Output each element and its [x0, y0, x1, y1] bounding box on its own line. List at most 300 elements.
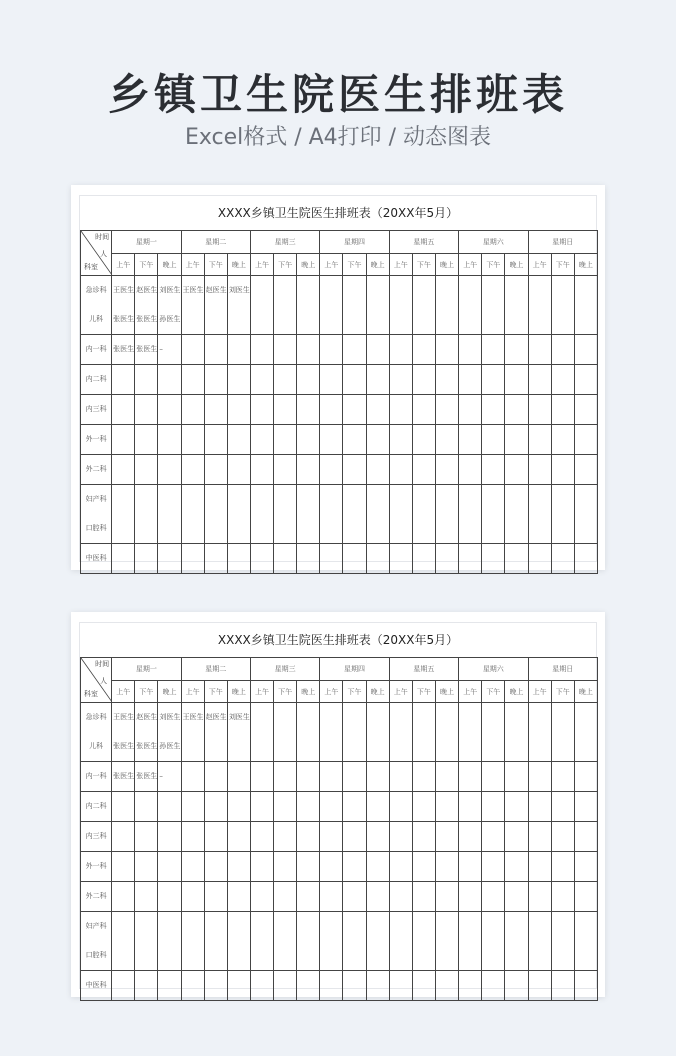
schedule-cell[interactable]	[528, 425, 551, 455]
schedule-cell[interactable]	[435, 425, 458, 455]
schedule-cell[interactable]	[112, 852, 135, 882]
schedule-cell[interactable]	[574, 335, 597, 365]
schedule-cell[interactable]	[412, 455, 435, 485]
schedule-cell[interactable]	[528, 703, 551, 762]
schedule-cell[interactable]	[389, 912, 412, 971]
schedule-cell[interactable]	[366, 703, 389, 762]
schedule-cell[interactable]	[181, 703, 204, 762]
schedule-cell[interactable]	[551, 912, 574, 971]
schedule-cell[interactable]	[412, 335, 435, 365]
schedule-cell[interactable]	[343, 395, 366, 425]
schedule-cell[interactable]	[297, 882, 320, 912]
schedule-cell[interactable]	[158, 822, 181, 852]
schedule-cell[interactable]	[158, 276, 181, 335]
schedule-cell[interactable]	[412, 882, 435, 912]
schedule-cell[interactable]	[320, 912, 343, 971]
schedule-cell[interactable]	[320, 395, 343, 425]
schedule-cell[interactable]	[274, 762, 297, 792]
schedule-cell[interactable]	[343, 822, 366, 852]
schedule-cell[interactable]	[528, 852, 551, 882]
schedule-cell[interactable]	[158, 703, 181, 762]
schedule-cell[interactable]	[528, 882, 551, 912]
schedule-cell[interactable]	[135, 485, 158, 544]
schedule-cell[interactable]	[482, 703, 505, 762]
schedule-cell[interactable]	[181, 852, 204, 882]
schedule-cell[interactable]	[135, 335, 158, 365]
schedule-cell[interactable]	[551, 276, 574, 335]
schedule-cell[interactable]	[158, 762, 181, 792]
schedule-cell[interactable]	[343, 852, 366, 882]
schedule-cell[interactable]	[366, 365, 389, 395]
schedule-cell[interactable]	[366, 762, 389, 792]
schedule-cell[interactable]	[482, 425, 505, 455]
schedule-cell[interactable]	[227, 762, 250, 792]
schedule-cell[interactable]	[135, 455, 158, 485]
schedule-cell[interactable]	[181, 395, 204, 425]
schedule-cell[interactable]	[459, 971, 482, 1001]
schedule-cell[interactable]	[574, 395, 597, 425]
schedule-cell[interactable]	[112, 365, 135, 395]
schedule-cell[interactable]	[112, 882, 135, 912]
schedule-cell[interactable]	[112, 762, 135, 792]
schedule-cell[interactable]	[320, 762, 343, 792]
schedule-cell[interactable]	[551, 822, 574, 852]
schedule-cell[interactable]	[181, 425, 204, 455]
schedule-cell[interactable]	[320, 852, 343, 882]
schedule-cell[interactable]	[158, 395, 181, 425]
schedule-cell[interactable]	[181, 912, 204, 971]
schedule-cell[interactable]	[389, 365, 412, 395]
schedule-cell[interactable]	[366, 912, 389, 971]
schedule-cell[interactable]	[435, 703, 458, 762]
schedule-cell[interactable]	[204, 395, 227, 425]
schedule-cell[interactable]	[274, 335, 297, 365]
schedule-cell[interactable]	[505, 455, 528, 485]
schedule-cell[interactable]	[112, 912, 135, 971]
schedule-cell[interactable]	[320, 455, 343, 485]
schedule-cell[interactable]	[158, 365, 181, 395]
schedule-cell[interactable]	[297, 703, 320, 762]
schedule-cell[interactable]	[204, 365, 227, 395]
schedule-cell[interactable]	[297, 971, 320, 1001]
schedule-cell[interactable]	[459, 365, 482, 395]
schedule-cell[interactable]	[181, 544, 204, 574]
schedule-cell[interactable]	[551, 544, 574, 574]
schedule-cell[interactable]	[204, 425, 227, 455]
schedule-cell[interactable]	[435, 544, 458, 574]
schedule-cell[interactable]	[320, 365, 343, 395]
schedule-cell[interactable]	[181, 455, 204, 485]
schedule-cell[interactable]	[366, 792, 389, 822]
schedule-cell[interactable]	[412, 912, 435, 971]
schedule-cell[interactable]	[505, 822, 528, 852]
schedule-cell[interactable]	[435, 792, 458, 822]
schedule-cell[interactable]	[366, 485, 389, 544]
schedule-cell[interactable]	[528, 485, 551, 544]
schedule-cell[interactable]	[412, 485, 435, 544]
schedule-cell[interactable]	[551, 852, 574, 882]
schedule-cell[interactable]	[482, 882, 505, 912]
schedule-cell[interactable]	[297, 335, 320, 365]
schedule-cell[interactable]	[412, 276, 435, 335]
schedule-cell[interactable]	[505, 276, 528, 335]
schedule-cell[interactable]	[274, 912, 297, 971]
schedule-cell[interactable]	[135, 852, 158, 882]
schedule-cell[interactable]	[482, 455, 505, 485]
schedule-cell[interactable]	[297, 276, 320, 335]
schedule-cell[interactable]	[528, 544, 551, 574]
schedule-cell[interactable]	[204, 335, 227, 365]
schedule-cell[interactable]	[459, 395, 482, 425]
schedule-cell[interactable]	[158, 912, 181, 971]
schedule-cell[interactable]	[574, 912, 597, 971]
schedule-cell[interactable]	[274, 822, 297, 852]
schedule-cell[interactable]	[227, 912, 250, 971]
schedule-cell[interactable]	[320, 971, 343, 1001]
schedule-cell[interactable]	[343, 792, 366, 822]
schedule-cell[interactable]	[320, 792, 343, 822]
schedule-cell[interactable]	[551, 792, 574, 822]
schedule-cell[interactable]	[435, 485, 458, 544]
schedule-cell[interactable]	[227, 365, 250, 395]
schedule-cell[interactable]	[158, 485, 181, 544]
schedule-cell[interactable]	[250, 365, 273, 395]
schedule-cell[interactable]	[505, 703, 528, 762]
schedule-cell[interactable]	[250, 882, 273, 912]
schedule-cell[interactable]	[505, 544, 528, 574]
schedule-cell[interactable]	[574, 544, 597, 574]
schedule-cell[interactable]	[250, 485, 273, 544]
schedule-cell[interactable]	[320, 485, 343, 544]
schedule-cell[interactable]	[435, 365, 458, 395]
schedule-cell[interactable]	[297, 395, 320, 425]
schedule-cell[interactable]	[158, 971, 181, 1001]
schedule-cell[interactable]	[574, 425, 597, 455]
schedule-cell[interactable]	[551, 425, 574, 455]
schedule-cell[interactable]	[227, 485, 250, 544]
schedule-cell[interactable]	[227, 822, 250, 852]
schedule-cell[interactable]	[412, 762, 435, 792]
schedule-cell[interactable]	[435, 762, 458, 792]
schedule-cell[interactable]	[459, 912, 482, 971]
schedule-cell[interactable]	[574, 882, 597, 912]
schedule-cell[interactable]	[435, 882, 458, 912]
schedule-cell[interactable]	[366, 425, 389, 455]
schedule-cell[interactable]	[343, 365, 366, 395]
schedule-cell[interactable]	[482, 822, 505, 852]
schedule-cell[interactable]	[274, 485, 297, 544]
schedule-cell[interactable]	[574, 455, 597, 485]
schedule-cell[interactable]	[389, 852, 412, 882]
schedule-cell[interactable]	[482, 971, 505, 1001]
schedule-cell[interactable]	[297, 852, 320, 882]
schedule-cell[interactable]	[158, 882, 181, 912]
schedule-cell[interactable]	[482, 276, 505, 335]
schedule-cell[interactable]	[435, 276, 458, 335]
schedule-cell[interactable]	[482, 335, 505, 365]
schedule-cell[interactable]	[528, 912, 551, 971]
schedule-cell[interactable]	[250, 822, 273, 852]
schedule-cell[interactable]	[227, 455, 250, 485]
schedule-cell[interactable]	[181, 762, 204, 792]
schedule-cell[interactable]	[528, 395, 551, 425]
schedule-cell[interactable]	[551, 762, 574, 792]
schedule-cell[interactable]	[227, 852, 250, 882]
schedule-cell[interactable]	[482, 365, 505, 395]
schedule-cell[interactable]	[274, 365, 297, 395]
schedule-cell[interactable]	[297, 425, 320, 455]
schedule-cell[interactable]	[389, 822, 412, 852]
schedule-cell[interactable]	[274, 544, 297, 574]
schedule-cell[interactable]	[389, 335, 412, 365]
schedule-cell[interactable]	[112, 971, 135, 1001]
schedule-cell[interactable]	[482, 544, 505, 574]
schedule-cell[interactable]	[412, 425, 435, 455]
schedule-cell[interactable]	[435, 455, 458, 485]
schedule-cell[interactable]	[528, 276, 551, 335]
schedule-cell[interactable]	[366, 335, 389, 365]
schedule-cell[interactable]	[505, 365, 528, 395]
schedule-cell[interactable]	[412, 852, 435, 882]
schedule-cell[interactable]	[574, 365, 597, 395]
schedule-cell[interactable]	[389, 544, 412, 574]
schedule-cell[interactable]	[459, 792, 482, 822]
schedule-cell[interactable]	[343, 912, 366, 971]
schedule-cell[interactable]	[227, 544, 250, 574]
schedule-cell[interactable]	[459, 852, 482, 882]
schedule-cell[interactable]	[389, 703, 412, 762]
schedule-cell[interactable]	[505, 485, 528, 544]
schedule-cell[interactable]	[274, 792, 297, 822]
schedule-cell[interactable]	[274, 703, 297, 762]
schedule-cell[interactable]	[227, 395, 250, 425]
schedule-cell[interactable]	[459, 335, 482, 365]
schedule-cell[interactable]	[551, 335, 574, 365]
schedule-cell[interactable]	[274, 971, 297, 1001]
schedule-cell[interactable]	[366, 395, 389, 425]
schedule-cell[interactable]	[343, 425, 366, 455]
schedule-cell[interactable]	[528, 335, 551, 365]
schedule-cell[interactable]	[482, 792, 505, 822]
schedule-cell[interactable]	[435, 335, 458, 365]
schedule-cell[interactable]	[389, 276, 412, 335]
schedule-cell[interactable]	[505, 335, 528, 365]
schedule-cell[interactable]	[459, 276, 482, 335]
schedule-cell[interactable]	[482, 762, 505, 792]
schedule-cell[interactable]	[574, 762, 597, 792]
schedule-cell[interactable]	[112, 822, 135, 852]
schedule-cell[interactable]	[250, 703, 273, 762]
schedule-cell[interactable]	[343, 544, 366, 574]
schedule-cell[interactable]	[204, 455, 227, 485]
schedule-cell[interactable]	[297, 455, 320, 485]
schedule-cell[interactable]	[297, 912, 320, 971]
schedule-cell[interactable]	[389, 882, 412, 912]
schedule-cell[interactable]	[389, 971, 412, 1001]
schedule-cell[interactable]	[204, 822, 227, 852]
schedule-cell[interactable]	[574, 971, 597, 1001]
schedule-cell[interactable]	[181, 365, 204, 395]
schedule-cell[interactable]	[343, 882, 366, 912]
schedule-cell[interactable]	[158, 455, 181, 485]
schedule-cell[interactable]	[135, 395, 158, 425]
schedule-cell[interactable]	[343, 335, 366, 365]
schedule-cell[interactable]	[227, 882, 250, 912]
schedule-cell[interactable]	[482, 852, 505, 882]
schedule-cell[interactable]	[505, 852, 528, 882]
schedule-cell[interactable]	[412, 822, 435, 852]
schedule-cell[interactable]	[505, 912, 528, 971]
schedule-cell[interactable]	[366, 822, 389, 852]
schedule-cell[interactable]	[274, 852, 297, 882]
schedule-cell[interactable]	[482, 912, 505, 971]
schedule-cell[interactable]	[459, 882, 482, 912]
schedule-cell[interactable]	[181, 792, 204, 822]
schedule-cell[interactable]	[274, 455, 297, 485]
schedule-cell[interactable]	[227, 335, 250, 365]
schedule-cell[interactable]	[181, 485, 204, 544]
schedule-cell[interactable]	[112, 544, 135, 574]
schedule-cell[interactable]	[250, 425, 273, 455]
schedule-cell[interactable]	[528, 971, 551, 1001]
schedule-cell[interactable]	[389, 485, 412, 544]
schedule-cell[interactable]	[250, 852, 273, 882]
schedule-cell[interactable]	[389, 425, 412, 455]
schedule-cell[interactable]	[459, 455, 482, 485]
schedule-cell[interactable]	[528, 792, 551, 822]
schedule-cell[interactable]	[459, 703, 482, 762]
schedule-cell[interactable]	[204, 276, 227, 335]
schedule-cell[interactable]	[112, 455, 135, 485]
schedule-cell[interactable]	[412, 544, 435, 574]
schedule-cell[interactable]	[528, 822, 551, 852]
schedule-cell[interactable]	[366, 971, 389, 1001]
schedule-cell[interactable]	[227, 425, 250, 455]
schedule-cell[interactable]	[343, 971, 366, 1001]
schedule-cell[interactable]	[181, 276, 204, 335]
schedule-cell[interactable]	[320, 703, 343, 762]
schedule-cell[interactable]	[204, 544, 227, 574]
schedule-cell[interactable]	[435, 971, 458, 1001]
schedule-cell[interactable]	[389, 762, 412, 792]
schedule-cell[interactable]	[320, 335, 343, 365]
schedule-cell[interactable]	[528, 455, 551, 485]
schedule-cell[interactable]	[435, 822, 458, 852]
schedule-cell[interactable]	[505, 971, 528, 1001]
schedule-cell[interactable]	[227, 703, 250, 762]
schedule-cell[interactable]	[204, 882, 227, 912]
schedule-cell[interactable]	[343, 762, 366, 792]
schedule-cell[interactable]	[297, 762, 320, 792]
schedule-cell[interactable]	[435, 852, 458, 882]
schedule-cell[interactable]	[551, 455, 574, 485]
schedule-cell[interactable]	[158, 792, 181, 822]
schedule-cell[interactable]	[204, 703, 227, 762]
schedule-cell[interactable]	[204, 792, 227, 822]
schedule-cell[interactable]	[227, 971, 250, 1001]
schedule-cell[interactable]	[204, 852, 227, 882]
schedule-cell[interactable]	[135, 882, 158, 912]
schedule-cell[interactable]	[435, 912, 458, 971]
schedule-cell[interactable]	[204, 485, 227, 544]
schedule-cell[interactable]	[112, 335, 135, 365]
schedule-cell[interactable]	[158, 425, 181, 455]
schedule-cell[interactable]	[366, 276, 389, 335]
schedule-cell[interactable]	[135, 365, 158, 395]
schedule-cell[interactable]	[250, 792, 273, 822]
schedule-cell[interactable]	[435, 395, 458, 425]
schedule-cell[interactable]	[227, 276, 250, 335]
schedule-cell[interactable]	[158, 852, 181, 882]
schedule-cell[interactable]	[551, 971, 574, 1001]
schedule-cell[interactable]	[112, 395, 135, 425]
schedule-cell[interactable]	[250, 762, 273, 792]
schedule-cell[interactable]	[135, 703, 158, 762]
schedule-cell[interactable]	[297, 822, 320, 852]
schedule-cell[interactable]	[250, 971, 273, 1001]
schedule-cell[interactable]	[135, 971, 158, 1001]
schedule-cell[interactable]	[482, 485, 505, 544]
schedule-cell[interactable]	[250, 544, 273, 574]
schedule-cell[interactable]	[297, 365, 320, 395]
schedule-cell[interactable]	[158, 544, 181, 574]
schedule-cell[interactable]	[320, 276, 343, 335]
schedule-cell[interactable]	[204, 971, 227, 1001]
schedule-cell[interactable]	[574, 485, 597, 544]
schedule-cell[interactable]	[505, 792, 528, 822]
schedule-cell[interactable]	[412, 365, 435, 395]
schedule-cell[interactable]	[366, 455, 389, 485]
schedule-cell[interactable]	[551, 882, 574, 912]
schedule-cell[interactable]	[204, 762, 227, 792]
schedule-cell[interactable]	[320, 425, 343, 455]
schedule-cell[interactable]	[297, 485, 320, 544]
schedule-cell[interactable]	[181, 822, 204, 852]
schedule-cell[interactable]	[112, 703, 135, 762]
schedule-cell[interactable]	[274, 395, 297, 425]
schedule-cell[interactable]	[250, 912, 273, 971]
schedule-cell[interactable]	[389, 455, 412, 485]
schedule-cell[interactable]	[112, 425, 135, 455]
schedule-cell[interactable]	[320, 822, 343, 852]
schedule-cell[interactable]	[135, 792, 158, 822]
schedule-cell[interactable]	[135, 912, 158, 971]
schedule-cell[interactable]	[343, 703, 366, 762]
schedule-cell[interactable]	[505, 395, 528, 425]
schedule-cell[interactable]	[482, 395, 505, 425]
schedule-cell[interactable]	[528, 762, 551, 792]
schedule-cell[interactable]	[274, 882, 297, 912]
schedule-cell[interactable]	[459, 822, 482, 852]
schedule-cell[interactable]	[551, 703, 574, 762]
schedule-cell[interactable]	[181, 971, 204, 1001]
schedule-cell[interactable]	[112, 792, 135, 822]
schedule-cell[interactable]	[574, 703, 597, 762]
schedule-cell[interactable]	[158, 335, 181, 365]
schedule-cell[interactable]	[459, 762, 482, 792]
schedule-cell[interactable]	[227, 792, 250, 822]
schedule-cell[interactable]	[343, 455, 366, 485]
schedule-cell[interactable]	[505, 425, 528, 455]
schedule-cell[interactable]	[459, 425, 482, 455]
schedule-cell[interactable]	[366, 544, 389, 574]
schedule-cell[interactable]	[135, 276, 158, 335]
schedule-cell[interactable]	[412, 792, 435, 822]
schedule-cell[interactable]	[112, 276, 135, 335]
schedule-cell[interactable]	[551, 395, 574, 425]
schedule-cell[interactable]	[204, 912, 227, 971]
schedule-cell[interactable]	[135, 762, 158, 792]
